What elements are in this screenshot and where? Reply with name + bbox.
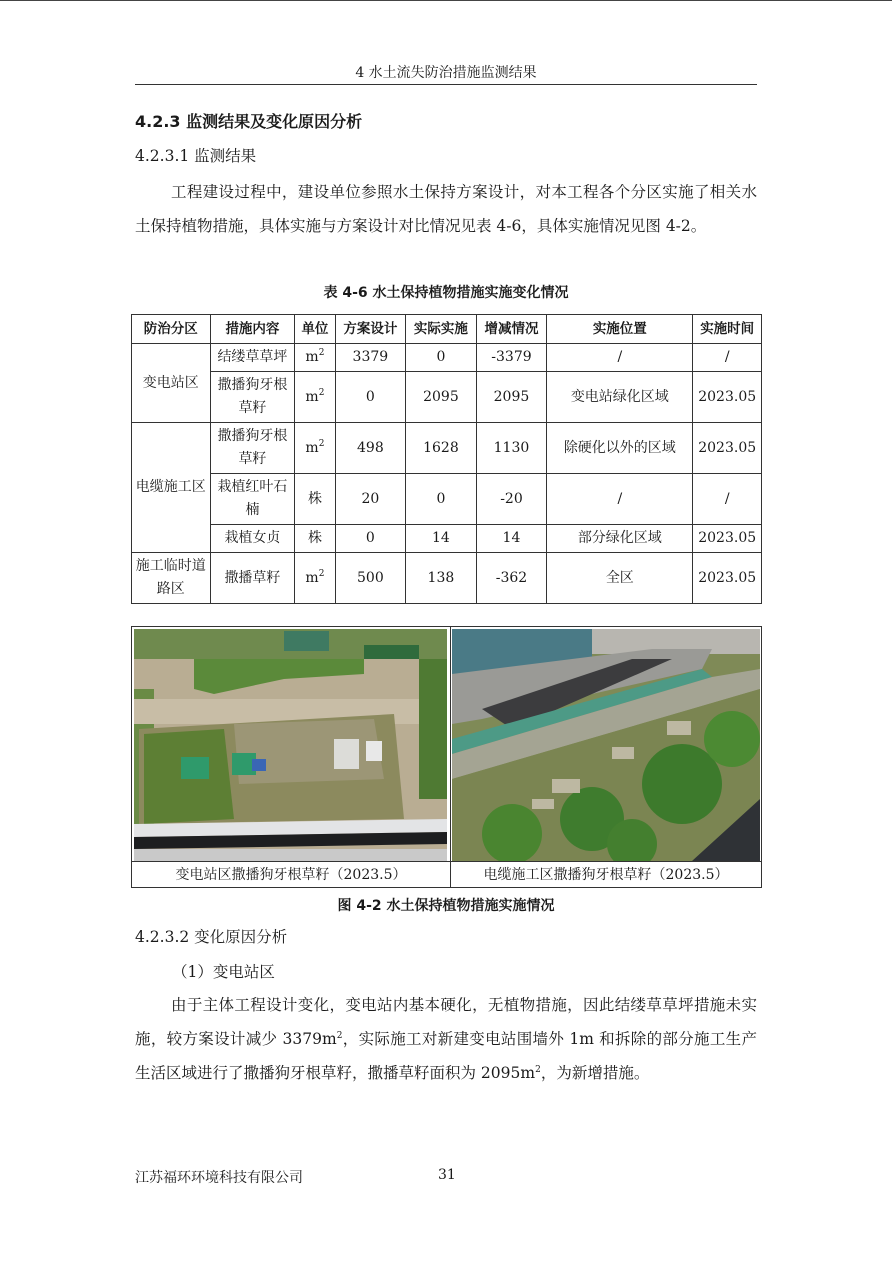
list-item-heading: （1）变电站区 [172,963,275,981]
design-cell: 498 [335,423,406,474]
design-cell: 500 [335,553,406,604]
unit-cell: 株 [295,474,335,525]
measure-cell: 撒播草籽 [210,553,295,604]
header-cell: 方案设计 [335,315,406,344]
actual-cell: 0 [406,474,477,525]
caption-row-rule [132,861,761,862]
section-title: 4.2.3 监测结果及变化原因分析 [135,112,363,131]
change-cell: 14 [476,525,547,553]
zone-cell: 变电站区 [132,344,211,423]
measure-cell: 撒播狗牙根草籽 [210,372,295,423]
table-row [132,372,762,423]
time-cell: / [693,344,762,372]
running-header: 4 水土流失防治措施监测结果 [355,65,537,81]
header-cell: 增减情况 [476,315,547,344]
actual-cell: 138 [406,553,477,604]
zone-cell: 电缆施工区 [132,423,211,553]
figure-photo-panel [131,626,762,888]
zone-cell: 施工临时道路区 [132,553,211,604]
change-cell: -20 [476,474,547,525]
time-cell: 2023.05 [693,525,762,553]
design-cell: 20 [335,474,406,525]
page-number: 31 [438,1167,456,1183]
footer-company: 江苏福环环境科技有限公司 [135,1170,303,1186]
measure-cell: 栽植女贞 [210,525,295,553]
actual-cell: 14 [406,525,477,553]
actual-cell: 2095 [406,372,477,423]
measure-cell: 撒播狗牙根草籽 [210,423,295,474]
location-cell: 除硬化以外的区域 [547,423,693,474]
table-row [132,344,762,372]
design-cell: 0 [335,372,406,423]
header-rule [135,84,757,85]
location-cell: / [547,344,693,372]
change-cell: 2095 [476,372,547,423]
table-header-row [132,315,762,344]
actual-cell: 1628 [406,423,477,474]
table-row [132,423,762,474]
unit-cell: $m^2$ [295,423,335,474]
header-cell: 实施时间 [693,315,762,344]
change-cell: 1130 [476,423,547,474]
design-cell: 3379 [335,344,406,372]
header-cell: 实际实施 [406,315,477,344]
measure-cell: 结缕草草坪 [210,344,295,372]
actual-cell: 0 [406,344,477,372]
figure-caption: 图 4-2 水土保持植物措施实施情况 [337,898,555,914]
time-cell: 2023.05 [693,372,762,423]
table-row [132,553,762,604]
unit-cell: 株 [295,525,335,553]
location-cell: 部分绿化区域 [547,525,693,553]
subsection-title-analysis: 4.2.3.2 变化原因分析 [135,928,288,946]
subsection-title-results: 4.2.3.1 监测结果 [135,147,257,165]
measure-cell: 栽植红叶石楠 [210,474,295,525]
time-cell: 2023.05 [693,553,762,604]
paragraph-analysis: 由于主体工程设计变化，变电站内基本硬化，无植物措施，因此结缕草草坪措施未实施，较方案设计减少 $3379m^2$，实际施工对新建变电站围墙外 1m 和拆除的部分施工生产生活区域进行了撒播狗牙根草籽，撒播草籽面积为 $2095m^2$，为新增措施。 [135,996,757,1082]
unit-cell: $m^2$ [295,553,335,604]
unit-cell: $m^2$ [295,372,335,423]
header-cell: 实施位置 [547,315,693,344]
page-top-border [0,0,892,1]
header-cell: 单位 [295,315,335,344]
change-cell: -362 [476,553,547,604]
measures-table [131,314,762,604]
location-cell: / [547,474,693,525]
time-cell: / [693,474,762,525]
table-row [132,525,762,553]
substation-aerial-photo [134,629,447,861]
photo-caption-left: 变电站区撒播狗牙根草籽（2023.5） [175,867,407,883]
table-caption: 表 4-6 水土保持植物措施实施变化情况 [323,285,569,301]
location-cell: 变电站绿化区域 [547,372,693,423]
location-cell: 全区 [547,553,693,604]
change-cell: -3379 [476,344,547,372]
time-cell: 2023.05 [693,423,762,474]
paragraph-results: 工程建设过程中，建设单位参照水土保持方案设计，对本工程各个分区实施了相关水土保持植物措施，具体实施与方案设计对比情况见表 4-6，具体实施情况见图 4-2。 [135,183,757,235]
unit-cell: $m^2$ [295,344,335,372]
header-cell: 防治分区 [132,315,211,344]
header-cell: 措施内容 [210,315,295,344]
design-cell: 0 [335,525,406,553]
photo-caption-right: 电缆施工区撒播狗牙根草籽（2023.5） [483,867,729,883]
cable-area-aerial-photo [452,629,760,861]
photo-divider [450,627,451,887]
table-row [132,474,762,525]
